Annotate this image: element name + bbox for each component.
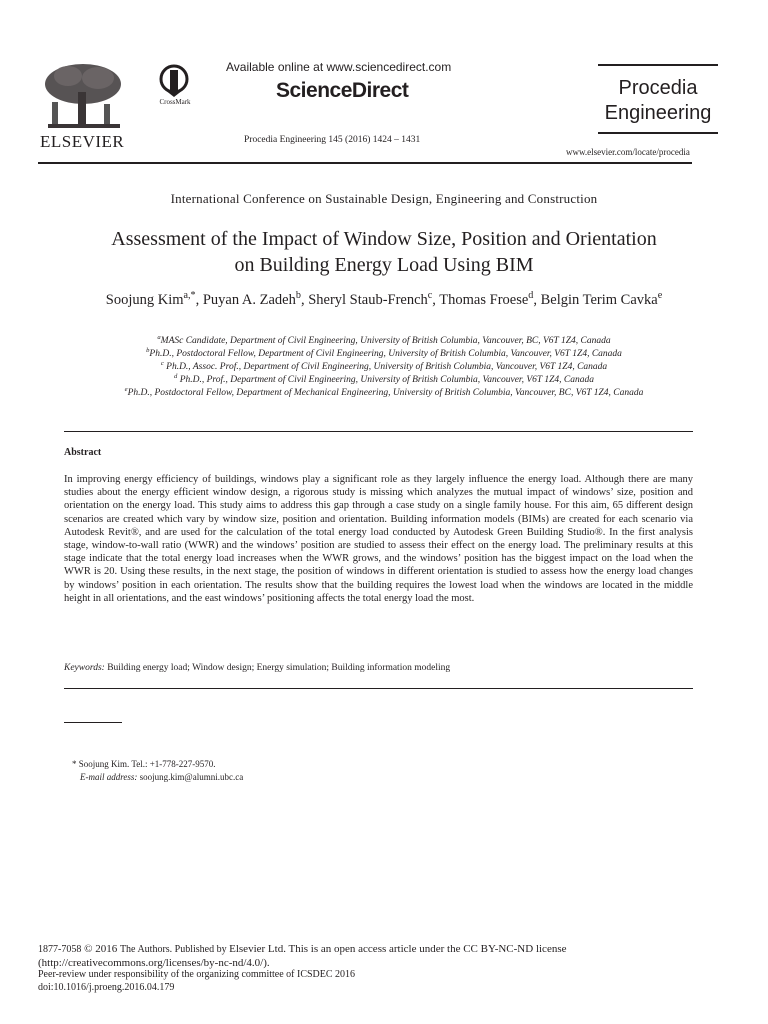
page-footer xyxy=(38,943,567,994)
abstract-bottom-rule xyxy=(64,688,693,689)
issn: 1877-7058 xyxy=(38,944,82,955)
license-url[interactable]: (http://creativecommons.org/licenses/by-nc-nd/4.0/). xyxy=(38,956,270,969)
email-address[interactable]: soojung.kim@alumni.ubc.ca xyxy=(137,772,244,782)
paper-title-line-1: Assessment of the Impact of Window Size, Position and Orientation xyxy=(111,228,657,250)
keywords-list: Building energy load; Window design; Energy simulation; Building information modeling xyxy=(104,663,451,673)
email-label: E-mail address: xyxy=(80,772,138,782)
abstract-body: In improving energy efficiency of buildings, windows play a significant role as they largely influence the energy load. Although there are many studies about the energy efficient window design, a rigorous study is missing which analyzes the mutual impact of windows’ size, position and orientation on the energy load. This study aims to address this gap through a case study on a single family house. For this aim, 65 different design scenarios are created which vary by window size, position and orientation. Building information models (BIMs) are created for each scenario via Autodesk Revit®, and are used for the calculation of the total energy load conducted by Autodesk Green Building Studio®. In the first analysis stage, window-to-wall ratio (WWR) and the windows’ position are studied to assess their effect on the energy load. The preliminary results at this stage indicate that the total energy load increases when the WWR grows, and the windows’ position has the biggest impact on the load when the WWR is 20. Using these results, in the next stage, the position of windows in different orientation is studied to assess how the energy load changes by windows’ position in each orientation. The results show that the building requires the lowest load when the windows are located in the middle height in all orientations, and the east windows’ positioning affects the total energy load the most. xyxy=(64,474,693,604)
crossmark-label: CrossMark xyxy=(159,98,191,106)
author: Belgin Terim Cavka$^e$ xyxy=(540,290,663,308)
affiliation: $^b$Ph.D., Postdoctoral Fellow, Department of Civil Engineering, University of British Columbia, Vancouver, V6T 1Z4, Canada xyxy=(146,346,622,359)
available-online: Available online at www.sciencedirect.com xyxy=(226,60,452,74)
keywords-label: Keywords: xyxy=(64,663,105,673)
author: Sheryl Staub-French$^c$, xyxy=(308,290,440,308)
paper-title-line-2: on Building Energy Load Using BIM xyxy=(234,254,534,276)
journal-url[interactable]: www.elsevier.com/locate/procedia xyxy=(566,147,690,157)
footnote-rule xyxy=(64,722,122,723)
header-rule xyxy=(38,162,692,164)
authors-published: The Authors. Published by xyxy=(119,944,230,955)
affiliation: $^d$ Ph.D., Prof., Department of Civil Engineering, University of British Columbia, Vancouver, V6T 1Z4, Canada xyxy=(174,372,594,385)
publisher-name: Elsevier Ltd xyxy=(229,943,284,955)
corresponding-author: * Soojung Kim. Tel.: +1-778-227-9570. xyxy=(72,759,216,769)
journal-title xyxy=(598,76,718,126)
author: Puyan A. Zadeh$^b$, xyxy=(202,290,309,308)
publisher-wordmark: ELSEVIER xyxy=(40,132,125,151)
abstract-heading: Abstract xyxy=(64,447,102,458)
affiliation: $^a$MASc Candidate, Department of Civil Engineering, University of British Columbia, Vancouver, BC, V6T 1Z4, Canada xyxy=(157,333,611,346)
author: Soojung Kim$^{a,*}$, xyxy=(105,290,203,308)
journal-title-line-1: Procedia xyxy=(618,77,698,99)
conference-name: International Conference on Sustainable Design, Engineering and Construction xyxy=(170,191,598,206)
affiliation-list xyxy=(50,335,718,400)
affiliation: $^c$ Ph.D., Assoc. Prof., Department of Civil Engineering, University of British Columbia, Vancouver, V6T 1Z4, Canada xyxy=(160,359,608,372)
paper-title xyxy=(40,226,728,278)
doi[interactable]: doi:10.1016/j.proeng.2016.04.179 xyxy=(38,981,175,993)
peer-review: Peer-review under responsibility of the organizing committee of ICSDEC 2016 xyxy=(38,969,356,980)
copyright: © 2016 xyxy=(81,943,120,955)
keywords xyxy=(64,663,450,673)
affiliation: $^e$Ph.D., Postdoctoral Fellow, Department of Mechanical Engineering, University of British Columbia, Vancouver, BC, V6T 1Z4, Canada xyxy=(124,385,644,398)
corresponding-author-footnote xyxy=(72,758,243,784)
sciencedirect-logo: ScienceDirect xyxy=(276,79,409,102)
abstract-top-rule xyxy=(64,431,693,432)
journal-citation: Procedia Engineering 145 (2016) 1424 – 1431 xyxy=(244,135,421,145)
license-text: . This is an open access article under the CC BY-NC-ND license xyxy=(283,943,567,955)
journal-title-line-2: Engineering xyxy=(604,102,712,124)
author: Thomas Froese$^d$, xyxy=(439,290,541,308)
author-list xyxy=(50,290,718,310)
